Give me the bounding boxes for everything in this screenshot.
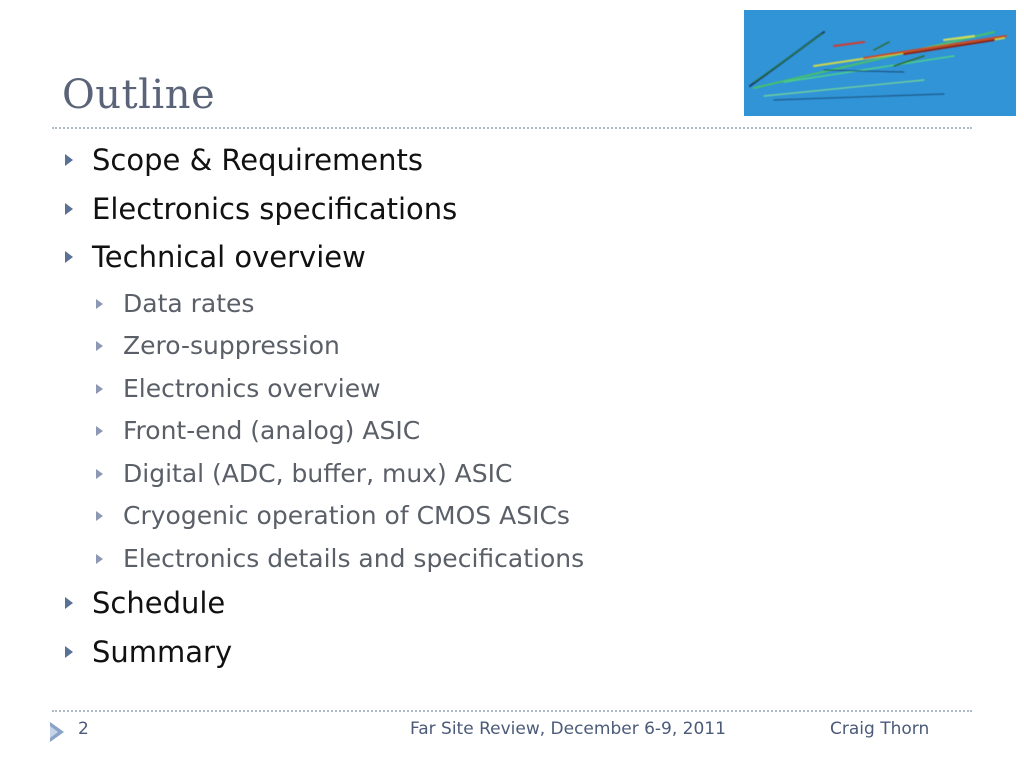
list-item-text: Electronics specifications bbox=[92, 191, 458, 226]
list-item-text: Schedule bbox=[92, 586, 226, 620]
list-item-text: Technical overview bbox=[92, 240, 366, 274]
list-item-text: Electronics details and specifications bbox=[123, 543, 585, 573]
list-item bbox=[62, 140, 962, 189]
triangle-bullet-icon bbox=[96, 469, 103, 479]
list-item bbox=[62, 456, 962, 499]
list-item bbox=[62, 328, 962, 371]
list-item bbox=[62, 413, 962, 456]
triangle-bullet-icon bbox=[65, 203, 73, 215]
list-item bbox=[62, 632, 962, 681]
list-item-text: Zero-suppression bbox=[123, 331, 340, 360]
list-item bbox=[62, 189, 962, 238]
list-item bbox=[62, 541, 962, 584]
list-item bbox=[62, 583, 962, 632]
triangle-bullet-icon bbox=[65, 154, 73, 166]
list-item-text: Summary bbox=[92, 634, 233, 669]
page-number: 2 bbox=[78, 719, 89, 739]
triangle-footer-icon bbox=[50, 722, 64, 742]
triangle-bullet-icon bbox=[96, 554, 103, 564]
footer-event: Far Site Review, December 6-9, 2011 bbox=[410, 719, 726, 739]
list-item-text: Scope & Requirements bbox=[92, 143, 424, 177]
list-item bbox=[62, 371, 962, 414]
list-item bbox=[62, 286, 962, 329]
list-item-text: Cryogenic operation of CMOS ASICs bbox=[123, 501, 570, 530]
triangle-bullet-icon bbox=[65, 597, 73, 609]
list-item bbox=[62, 237, 962, 286]
list-item-text: Electronics overview bbox=[123, 373, 381, 403]
footer-divider bbox=[52, 710, 972, 712]
triangle-bullet-icon bbox=[96, 341, 103, 351]
triangle-bullet-icon bbox=[65, 251, 73, 263]
triangle-bullet-icon bbox=[96, 511, 103, 521]
triangle-bullet-icon bbox=[65, 646, 73, 658]
triangle-bullet-icon bbox=[96, 299, 103, 309]
list-item-text: Front-end (analog) ASIC bbox=[123, 416, 421, 445]
list-item-text: Digital (ADC, buffer, mux) ASIC bbox=[123, 458, 513, 488]
slide-title: Outline bbox=[62, 72, 216, 118]
outline-list bbox=[62, 140, 962, 680]
footer-author: Craig Thorn bbox=[830, 719, 930, 739]
event-display-image bbox=[744, 10, 1016, 116]
triangle-bullet-icon bbox=[96, 384, 103, 394]
list-item-text: Data rates bbox=[123, 288, 255, 318]
title-divider bbox=[52, 127, 972, 129]
triangle-bullet-icon bbox=[96, 426, 103, 436]
list-item bbox=[62, 498, 962, 541]
